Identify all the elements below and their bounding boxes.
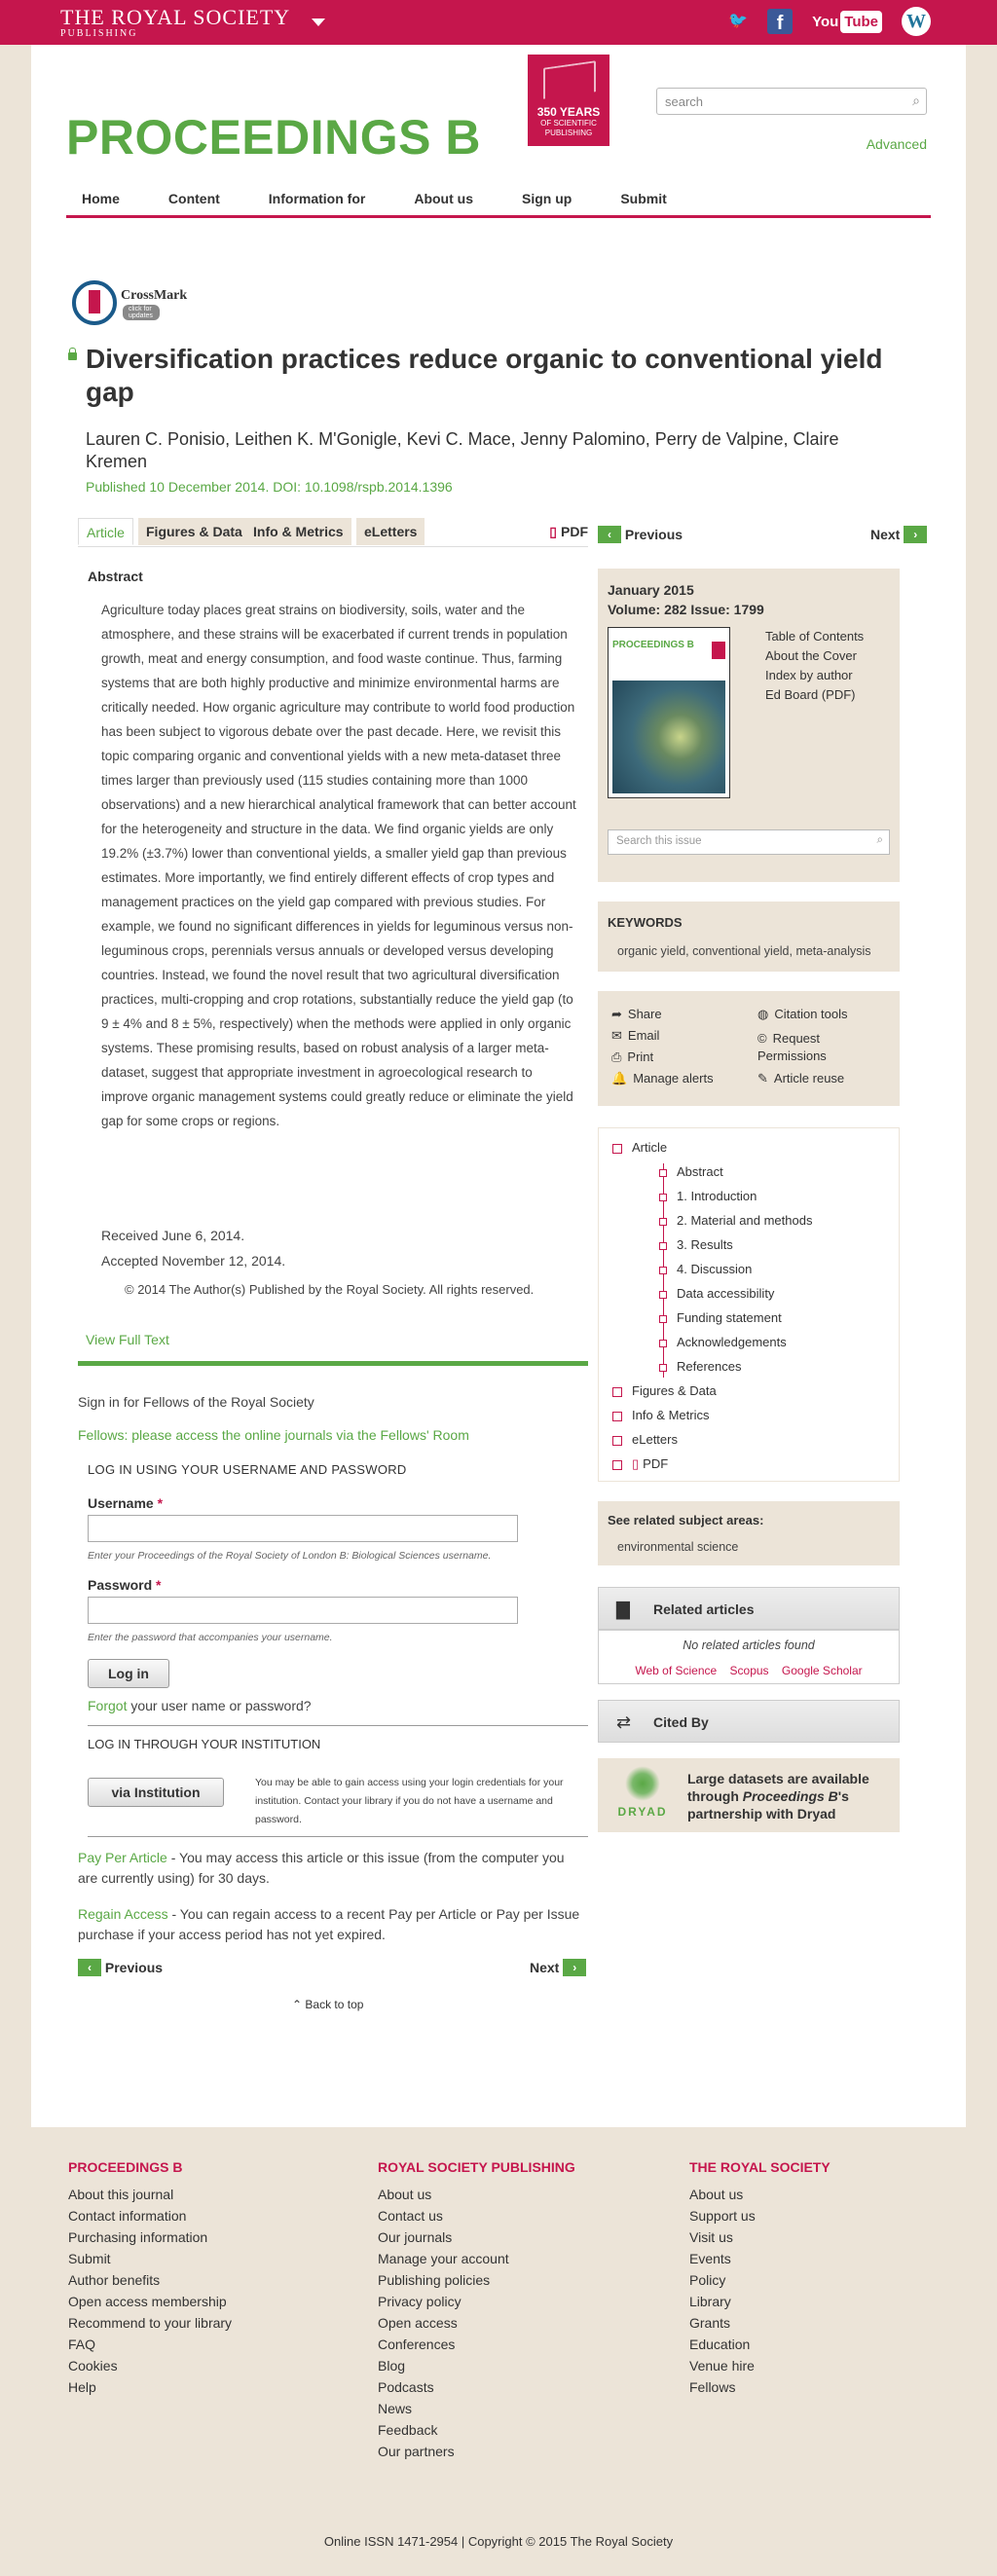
toc-methods[interactable]: 2. Material and methods (659, 1213, 812, 1228)
pdf-link[interactable]: ▯ PDF (549, 524, 588, 539)
next-article-button[interactable]: Next › (530, 1959, 586, 1976)
tab-article[interactable]: Article (78, 518, 133, 545)
page-content (31, 45, 966, 2127)
username-help: Enter your Proceedings of the Royal Society of London B: Biological Sciences username. (88, 1550, 492, 1562)
related-articles-panel (598, 1630, 900, 1684)
toc-figures-data[interactable]: Figures & Data (612, 1383, 717, 1398)
royal-society-publishing-logo[interactable] (60, 4, 291, 39)
toc-references[interactable]: References (659, 1359, 741, 1374)
abstract-text: Agriculture today places great strains on biodiversity, soils, water and the atmosphere, and these strains will be exacerbated if current trends in population growth, meat and energy consumption, and food waste continue. Thus, farming systems that are both highly productive and minimize environmental harms are critically needed. How organic agriculture may contribute to world food production has been subject to vigorous debate over the past decade. Here, we revisit this topic comparing organic and conventional yields with a new meta-dataset three times larger than previously used (115 studies containing more than 1000 observations) and a new hierarchical analytical framework that can better account for the heterogeneity and structure in the data. We find organic yields are only 19.2% (±3.7%) lower than conventional yields, a smaller yield gap than previous estimates. More importantly, we find entirely different effects of crop types and management practices on the yield gap compared with previous studies. For example, we found no significant differences in yields for leguminous versus non-leguminous crops, perennials versus annuals or developed versus developing countries. Instead, we found the novel result that two agricultural diversification practices, multi-cropping and crop rotations, substantially reduce the yield gap (to 9 ± 4% and 8 ± 5%, respectively) when the methods were applied in only organic systems. These promising results, based on robust analysis of a larger meta-dataset, suggest that appropriate investment in agroecological research to improve organic management systems could greatly reduce or eliminate the yield gap for some crops or regions. (101, 603, 576, 1128)
issue-info: January 2015 Volume: 282 Issue: 1799 (608, 582, 764, 617)
brand-line1: THE ROYAL SOCIETY (60, 4, 291, 29)
password-input[interactable] (88, 1597, 518, 1624)
footer-link[interactable]: Education (689, 2337, 751, 2352)
abstract-heading: Abstract (88, 569, 143, 584)
citation-tools-button[interactable]: ◍ Citation tools (757, 1007, 848, 1021)
checkbox-icon (659, 1218, 667, 1226)
toc-introduction[interactable]: 1. Introduction (659, 1189, 757, 1203)
toc-pdf[interactable]: ▯ PDF (612, 1456, 668, 1472)
footer-link[interactable]: Contact information (68, 2208, 187, 2224)
article-tabs (78, 518, 588, 547)
email-icon: ✉ (611, 1028, 622, 1043)
toc-results[interactable]: 3. Results (659, 1237, 733, 1252)
article-authors: Lauren C. Ponisio, Leithen K. M'Gonigle, Kevi C. Mace, Jenny Palomino, Perry de Valpine, Claire Kremen (86, 429, 839, 472)
checkbox-icon (612, 1412, 622, 1421)
site-footer (0, 2127, 997, 2576)
footer-link[interactable]: Visit us (689, 2229, 733, 2245)
article-reuse-button[interactable]: ✎ Article reuse (757, 1071, 845, 1086)
received-dates: Received June 6, 2014. Accepted November 12, 2014. (101, 1228, 286, 1269)
footer-link[interactable]: Grants (689, 2315, 731, 2331)
nav-sign-up[interactable]: Sign up (522, 190, 572, 206)
footer-link[interactable]: Conferences (378, 2337, 456, 2352)
nav-information-for[interactable]: Information for (268, 190, 366, 206)
nav-home[interactable]: Home (82, 190, 120, 206)
toc-funding[interactable]: Funding statement (659, 1310, 782, 1325)
checkbox-icon (659, 1364, 667, 1372)
footer-link[interactable]: Open access membership (68, 2294, 227, 2309)
regain-access: Regain Access - You can regain access to a recent Pay per Article or Pay per Issue purchase if your access period has not yet expired. (78, 1906, 580, 1942)
footer-link[interactable]: Our partners (378, 2444, 455, 2459)
checkbox-icon (659, 1242, 667, 1250)
keywords-box (598, 902, 900, 972)
no-related-articles: No related articles found (683, 1638, 815, 1652)
institution-heading: LOG IN THROUGH YOUR INSTITUTION (88, 1737, 321, 1751)
footer-link[interactable]: About this journal (68, 2187, 174, 2202)
article-tools-box (598, 991, 900, 1106)
checkbox-icon (659, 1194, 667, 1201)
swap-arrows-icon: ⇄ (616, 1712, 632, 1732)
view-full-text-link[interactable]: View Full Text (86, 1332, 169, 1347)
search-input[interactable]: search ⌕ (656, 88, 927, 115)
footer-link[interactable]: FAQ (68, 2337, 96, 2352)
footer-link[interactable]: Submit (68, 2251, 111, 2266)
scopus-link[interactable]: Scopus (729, 1664, 769, 1677)
keywords-heading: KEYWORDS (608, 915, 683, 930)
nav-about-us[interactable]: About us (414, 190, 473, 206)
footer-link[interactable]: Cookies (68, 2358, 118, 2374)
toc-acknowledgements[interactable]: Acknowledgements (659, 1335, 787, 1349)
toc-info-metrics[interactable]: Info & Metrics (612, 1408, 709, 1422)
footer-link[interactable]: Publishing policies (378, 2272, 491, 2288)
tab-eletters[interactable]: eLetters (356, 518, 425, 545)
about-cover-link[interactable]: About the Cover (765, 648, 857, 663)
back-to-top-link[interactable]: ⌃ Back to top (292, 1998, 364, 2011)
footer-link[interactable]: Events (689, 2251, 731, 2266)
toc-discussion[interactable]: 4. Discussion (659, 1262, 752, 1276)
tab-info-metrics[interactable]: Info & Metrics (245, 518, 351, 545)
fellows-room-link[interactable]: Fellows: please access the online journals via the Fellows' Room (78, 1427, 469, 1443)
checkbox-icon (659, 1267, 667, 1274)
footer-link[interactable]: About us (378, 2187, 432, 2202)
dryad-box[interactable] (598, 1758, 900, 1832)
chevron-left-icon: ‹ (598, 526, 621, 543)
main-nav (66, 181, 931, 218)
chevron-right-icon: › (563, 1959, 586, 1976)
issue-search-input[interactable]: Search this issue ⌕ (608, 829, 890, 855)
fellows-signin-heading: Sign in for Fellows of the Royal Society (78, 1394, 314, 1410)
related-articles-header[interactable]: ▇ Related articles (598, 1587, 900, 1630)
edit-icon: ✎ (757, 1071, 768, 1086)
footer-link[interactable]: Podcasts (378, 2379, 434, 2395)
divider (78, 1361, 588, 1366)
ed-board-link[interactable]: Ed Board (PDF) (765, 687, 856, 702)
top-bar (0, 0, 997, 45)
advanced-search-link[interactable]: Advanced (866, 136, 927, 152)
sidebar-previous-button[interactable]: ‹ Previous (598, 526, 683, 543)
footer-link[interactable]: Recommend to your library (68, 2315, 233, 2331)
pdf-icon: ▯ (549, 524, 557, 539)
youtube-icon[interactable]: You Tube (812, 11, 882, 33)
checkbox-icon (659, 1340, 667, 1347)
facebook-icon[interactable]: f (767, 9, 793, 34)
username-label: Username * (88, 1495, 164, 1511)
via-institution-button[interactable]: via Institution (88, 1778, 224, 1807)
article-title: Diversification practices reduce organic to conventional yield gap (86, 344, 883, 407)
checkbox-icon (612, 1387, 622, 1397)
lock-icon (68, 352, 77, 360)
footer-link[interactable]: Help (68, 2379, 96, 2395)
related-subject-link[interactable]: environmental science (617, 1540, 739, 1554)
current-issue-box (598, 569, 900, 882)
pay-per-article: Pay Per Article - You may access this article or this issue (from the computer you are currently using) for 30 days. (78, 1850, 565, 1886)
google-scholar-link[interactable]: Google Scholar (781, 1664, 863, 1677)
footer-link[interactable]: Blog (378, 2358, 406, 2374)
related-subjects-heading: See related subject areas: (608, 1513, 764, 1527)
forgot-credentials: Forgot your user name or password? (88, 1698, 312, 1713)
request-permissions-button[interactable]: © Request Permissions (757, 1031, 827, 1063)
toc-eletters[interactable]: eLetters (612, 1432, 678, 1447)
search-icon[interactable]: ⌕ (876, 834, 883, 846)
footer-link[interactable]: Feedback (378, 2422, 438, 2438)
previous-article-button[interactable]: ‹ Previous (78, 1959, 163, 1976)
copyright-icon: © (757, 1031, 767, 1046)
social-links (728, 7, 931, 36)
divider (88, 1836, 588, 1837)
dryad-logo: DRYAD (615, 1766, 670, 1824)
nav-submit[interactable]: Submit (620, 190, 667, 206)
chevron-down-icon[interactable] (312, 18, 325, 26)
checkbox-icon (612, 1436, 622, 1446)
crossmark-icon (72, 280, 117, 325)
toc-article[interactable]: Article (612, 1140, 667, 1155)
nav-content[interactable]: Content (167, 190, 220, 206)
footer-copyright: Online ISSN 1471-2954 | Copyright © 2015 The Royal Society (323, 2534, 674, 2549)
issue-cover-image[interactable]: PROCEEDINGS B (608, 627, 730, 798)
chevron-left-icon: ‹ (78, 1959, 101, 1976)
cited-by-header[interactable]: ⇄ Cited By (598, 1700, 900, 1743)
footer-link[interactable]: Contact us (378, 2208, 443, 2224)
checkbox-icon (659, 1169, 667, 1177)
footer-link[interactable]: Library (689, 2294, 731, 2309)
footer-link[interactable]: Author benefits (68, 2272, 161, 2288)
article-outline (598, 1127, 900, 1482)
brand-line2: PUBLISHING (60, 27, 138, 39)
footer-link[interactable]: About us (689, 2187, 744, 2202)
password-help: Enter the password that accompanies your username. (88, 1632, 333, 1643)
pdf-icon: ▯ (632, 1456, 640, 1471)
sidebar-next-button[interactable]: Next › (870, 526, 927, 543)
chevron-up-icon: ⌃ (292, 1998, 303, 2011)
footer-link[interactable]: News (378, 2401, 413, 2416)
password-label: Password * (88, 1577, 162, 1593)
toc-data-accessibility[interactable]: Data accessibility (659, 1286, 774, 1301)
footer-link[interactable]: Purchasing information (68, 2229, 208, 2245)
dryad-text: Large datasets are available through Proceedings B's partnership with Dryad (687, 1771, 869, 1822)
bell-icon: 🔔 (611, 1071, 628, 1086)
publication-info: Published 10 December 2014. DOI: 10.1098/rspb.2014.1396 (86, 479, 453, 495)
journal-header (31, 45, 966, 181)
journal-title[interactable]: PROCEEDINGS B (66, 110, 482, 165)
footer-link[interactable]: Policy (689, 2272, 726, 2288)
checkbox-icon (612, 1460, 622, 1470)
issue-links (765, 627, 864, 705)
forgot-link[interactable]: Forgot (88, 1698, 128, 1713)
footer-link[interactable]: Privacy policy (378, 2294, 462, 2309)
footer-link[interactable]: Fellows (689, 2379, 736, 2395)
login-button[interactable]: Log in (88, 1659, 169, 1688)
share-button[interactable]: ➦ Share (611, 1007, 662, 1021)
twitter-icon[interactable]: 🐦 (728, 13, 749, 29)
related-subjects-box (598, 1501, 900, 1565)
related-links (599, 1664, 899, 1677)
username-input[interactable] (88, 1515, 518, 1542)
350-years-badge[interactable]: 350 YEARS OF SCIENTIFIC PUBLISHING (528, 55, 609, 146)
chevron-right-icon: › (904, 526, 927, 543)
print-icon: ⎙ (611, 1049, 622, 1064)
footer-col-the-royal-society: THE ROYAL SOCIETY About us Support us Visit us Events Policy Library Grants Education Venue hire Fellows (689, 2156, 831, 2398)
search-icon[interactable]: ⌕ (912, 92, 920, 108)
index-by-author-link[interactable]: Index by author (765, 668, 853, 682)
web-of-science-link[interactable]: Web of Science (635, 1664, 718, 1677)
checkbox-icon (659, 1315, 667, 1323)
document-icon: ▇ (616, 1600, 630, 1619)
toc-abstract[interactable]: Abstract (659, 1164, 723, 1179)
footer-link[interactable]: Venue hire (689, 2358, 755, 2374)
print-button[interactable]: ⎙ Print (611, 1049, 654, 1064)
footer-link[interactable]: Manage your account (378, 2251, 509, 2266)
footer-link[interactable]: Open access (378, 2315, 458, 2331)
login-heading: LOG IN USING YOUR USERNAME AND PASSWORD (88, 1462, 407, 1477)
pay-per-article-link[interactable]: Pay Per Article (78, 1850, 167, 1865)
regain-access-link[interactable]: Regain Access (78, 1906, 168, 1922)
globe-icon: ◍ (757, 1007, 769, 1021)
email-button[interactable]: ✉ Email (611, 1028, 660, 1043)
wordpress-icon[interactable]: W (902, 7, 931, 36)
article-copyright: © 2014 The Author(s) Published by the Royal Society. All rights reserved. (125, 1282, 535, 1297)
footer-col-proceedings-b: PROCEEDINGS B About this journal Contact information Purchasing information Submit Author benefits Open access membership Recommend to your library FAQ Cookies Help (68, 2156, 232, 2398)
checkbox-icon (659, 1291, 667, 1299)
manage-alerts-button[interactable]: 🔔 Manage alerts (611, 1071, 714, 1086)
footer-link[interactable]: Our journals (378, 2229, 453, 2245)
divider (88, 1725, 588, 1726)
table-of-contents-link[interactable]: Table of Contents (765, 629, 865, 644)
institution-description: You may be able to gain access using your login credentials for your institution. Contact your library if you do not have a username and password. (255, 1777, 564, 1825)
crossmark-badge[interactable]: CrossMark click for updates (72, 280, 160, 327)
share-icon: ➦ (611, 1007, 622, 1021)
footer-link[interactable]: Support us (689, 2208, 756, 2224)
keywords-list[interactable]: organic yield, conventional yield, meta-analysis (617, 944, 871, 958)
checkbox-icon (612, 1144, 622, 1154)
footer-col-royal-society-publishing: ROYAL SOCIETY PUBLISHING About us Contact us Our journals Manage your account Publishing policies Privacy policy Open access Conferences Blog Podcasts News Feedback Our partners (378, 2156, 575, 2462)
tab-figures-data[interactable]: Figures & Data (138, 518, 250, 545)
